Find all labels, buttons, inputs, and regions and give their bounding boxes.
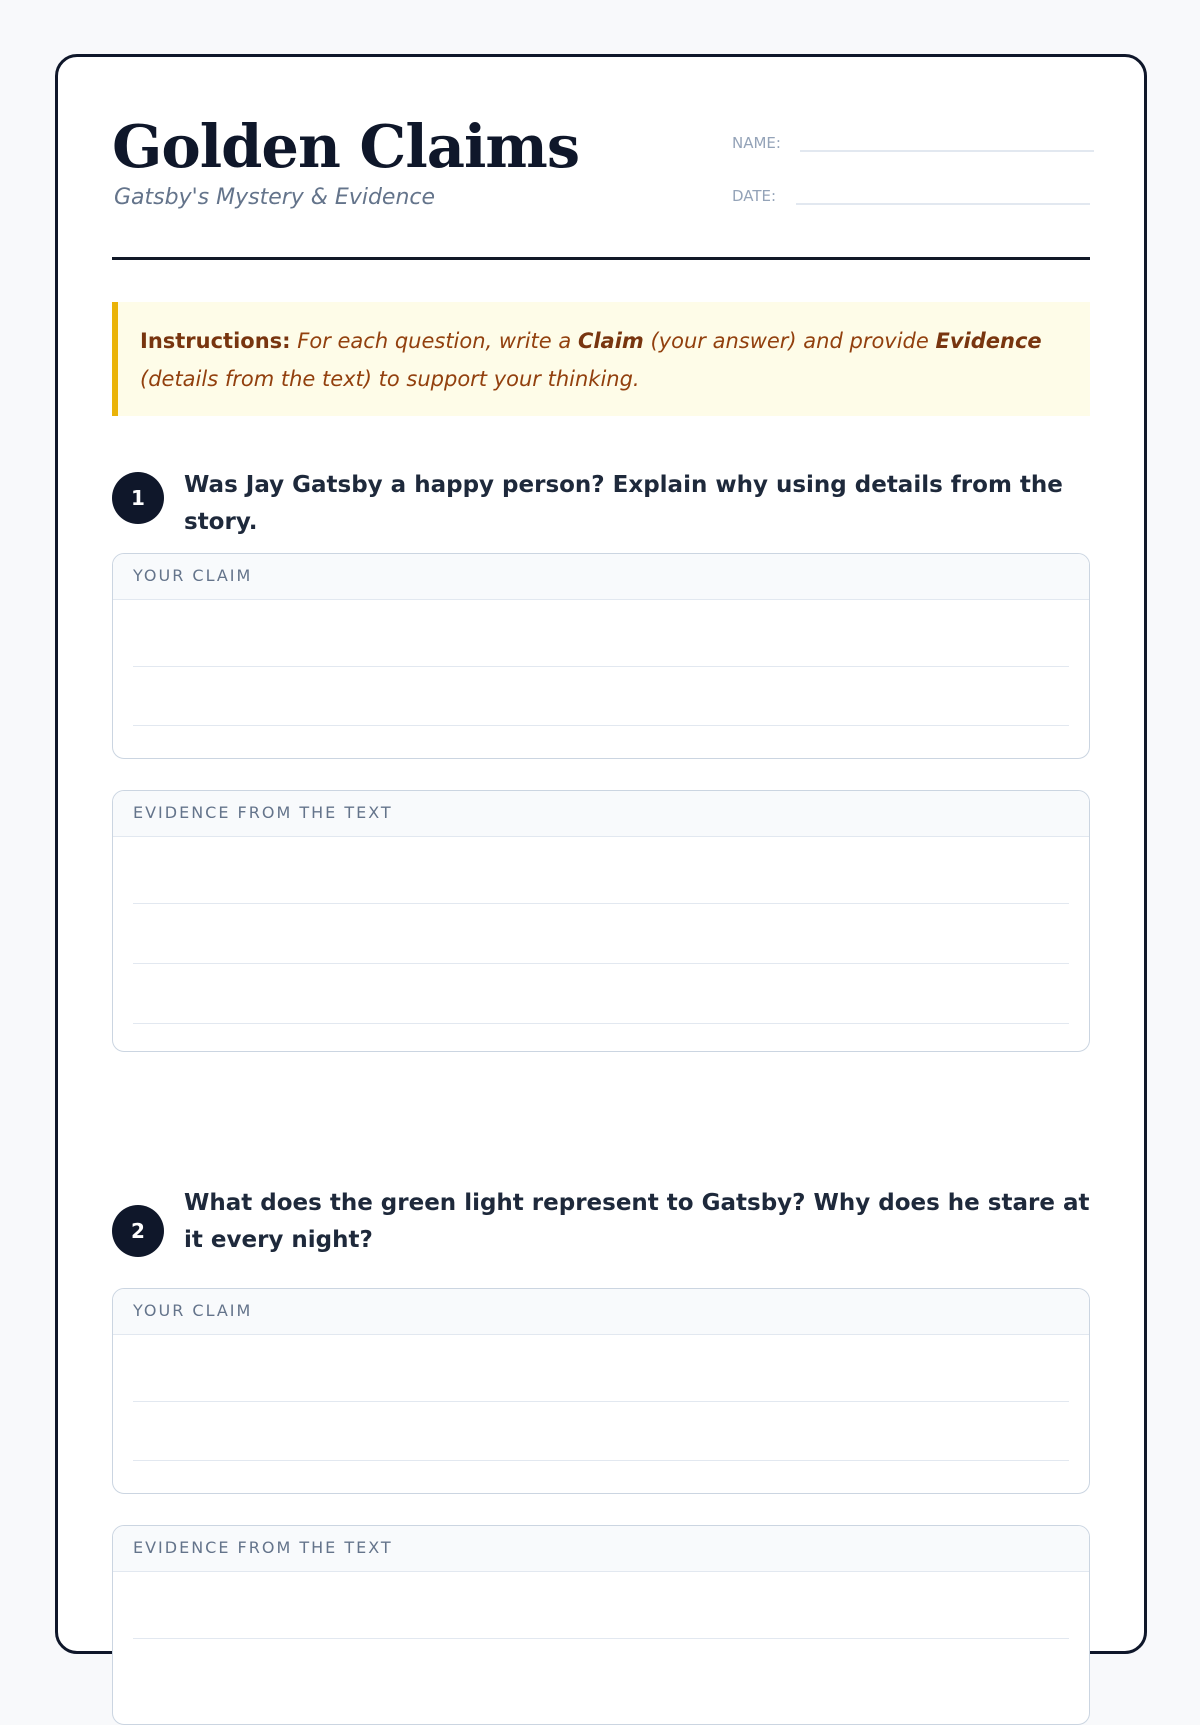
question-text: Was Jay Gatsby a happy person? Explain why using details from the story. [184,472,1063,535]
instructions-text-2: (your answer) and provide [650,329,929,353]
instructions-box [112,302,1090,416]
name-field[interactable] [732,134,1094,152]
evidence-box-label: EVIDENCE FROM THE TEXT [113,791,1089,837]
writing-line[interactable] [133,600,1069,667]
writing-line[interactable] [133,1335,1069,1402]
writing-line[interactable] [133,904,1069,964]
evidence-writing-lines[interactable] [113,837,1089,1024]
instructions-evidence-word: Evidence [935,329,1042,353]
page-title: Golden Claims [112,112,580,181]
name-line[interactable] [800,150,1094,152]
name-label: NAME: [732,134,781,152]
instructions-text-3: (details from the text) to support your thinking. [140,367,640,391]
instructions-lead: Instructions: [140,329,291,353]
instructions-claim-word: Claim [577,329,644,353]
date-field[interactable] [732,187,1090,205]
date-label: DATE: [732,187,777,205]
writing-line[interactable] [133,667,1069,726]
question-number-badge: 1 [112,472,164,524]
page-subtitle: Gatsby's Mystery & Evidence [114,185,436,210]
evidence-box-label: EVIDENCE FROM THE TEXT [113,1526,1089,1572]
question-text: What does the green light represent to Gatsby? Why does he stare at it every night? [184,1190,1090,1253]
writing-line[interactable] [133,1402,1069,1461]
evidence-writing-lines[interactable] [113,1572,1089,1639]
claim-box-label: YOUR CLAIM [113,554,1089,600]
claim-box[interactable] [112,553,1090,759]
writing-line[interactable] [133,837,1069,904]
claim-box-label: YOUR CLAIM [113,1289,1089,1335]
evidence-box[interactable] [112,790,1090,1052]
claim-box[interactable] [112,1288,1090,1494]
claim-writing-lines[interactable] [113,1335,1089,1461]
writing-line[interactable] [133,964,1069,1024]
header-divider [112,257,1090,260]
claim-writing-lines[interactable] [113,600,1089,726]
instructions-text-1: For each question, write a [297,329,572,353]
date-line[interactable] [796,203,1090,205]
worksheet-page [55,54,1147,1654]
evidence-box[interactable] [112,1525,1090,1725]
writing-line[interactable] [133,1572,1069,1639]
question-number-badge: 2 [112,1205,164,1257]
